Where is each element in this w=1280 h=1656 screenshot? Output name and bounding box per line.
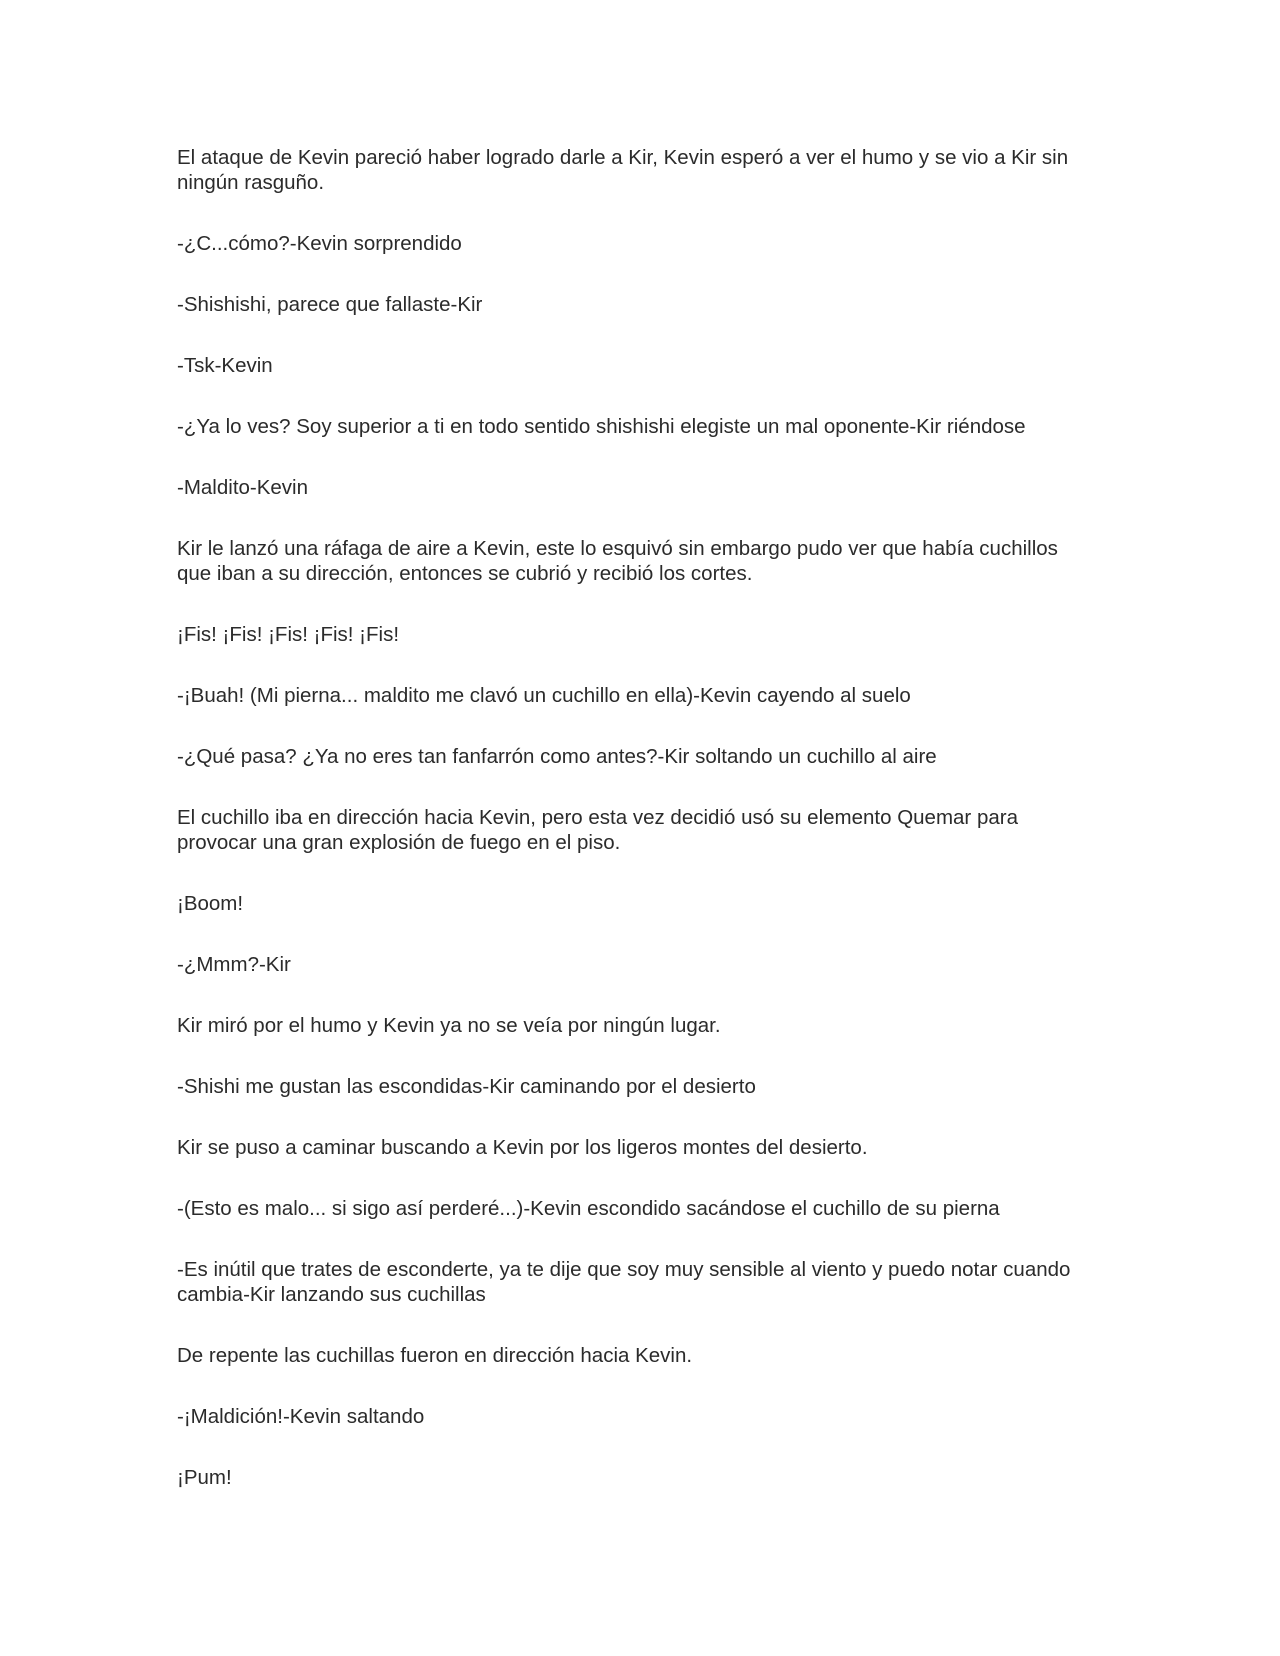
paragraph-19: De repente las cuchillas fueron en dirección hacia Kevin. <box>177 1344 693 1367</box>
paragraph-11: El cuchillo iba en dirección hacia Kevin, pero esta vez decidió usó su elemento Quemar para provocar una gran explosión de fuego en el piso. <box>177 806 1018 854</box>
paragraph-4: -Tsk-Kevin <box>177 354 273 377</box>
paragraph-10: -¿Qué pasa? ¿Ya no eres tan fanfarrón como antes?-Kir soltando un cuchillo al aire <box>177 745 937 768</box>
paragraph-9: -¡Buah! (Mi pierna... maldito me clavó un cuchillo en ella)-Kevin cayendo al suelo <box>177 684 911 707</box>
paragraph-8: ¡Fis! ¡Fis! ¡Fis! ¡Fis! ¡Fis! <box>177 623 400 646</box>
paragraph-20: -¡Maldición!-Kevin saltando <box>177 1405 425 1428</box>
paragraph-2: -¿C...cómo?-Kevin sorprendido <box>177 232 462 255</box>
paragraph-17: -(Esto es malo... si sigo así perderé...)-Kevin escondido sacándose el cuchillo de su pierna <box>177 1197 1000 1220</box>
paragraph-5: -¿Ya lo ves? Soy superior a ti en todo sentido shishishi elegiste un mal oponente-Kir riéndose <box>177 415 1026 438</box>
paragraph-6: -Maldito-Kevin <box>177 476 309 499</box>
paragraph-13: -¿Mmm?-Kir <box>177 953 291 976</box>
paragraph-1: El ataque de Kevin pareció haber logrado darle a Kir, Kevin esperó a ver el humo y se vio a Kir sin ningún rasguño. <box>177 146 1069 194</box>
paragraph-21: ¡Pum! <box>177 1466 232 1489</box>
paragraph-15: -Shishi me gustan las escondidas-Kir caminando por el desierto <box>177 1075 756 1098</box>
paragraph-12: ¡Boom! <box>177 892 244 915</box>
paragraph-18: -Es inútil que trates de esconderte, ya te dije que soy muy sensible al viento y puedo notar cuando cambia-Kir lanzando sus cuchillas <box>177 1258 1071 1306</box>
paragraph-7: Kir le lanzó una ráfaga de aire a Kevin, este lo esquivó sin embargo pudo ver que había cuchillos que iban a su dirección, entonces se cubrió y recibió los cortes. <box>177 537 1058 585</box>
paragraph-14: Kir miró por el humo y Kevin ya no se veía por ningún lugar. <box>177 1014 721 1037</box>
paragraph-3: -Shishishi, parece que fallaste-Kir <box>177 293 483 316</box>
paragraph-16: Kir se puso a caminar buscando a Kevin por los ligeros montes del desierto. <box>177 1136 868 1159</box>
document-body <box>177 145 1097 1526</box>
